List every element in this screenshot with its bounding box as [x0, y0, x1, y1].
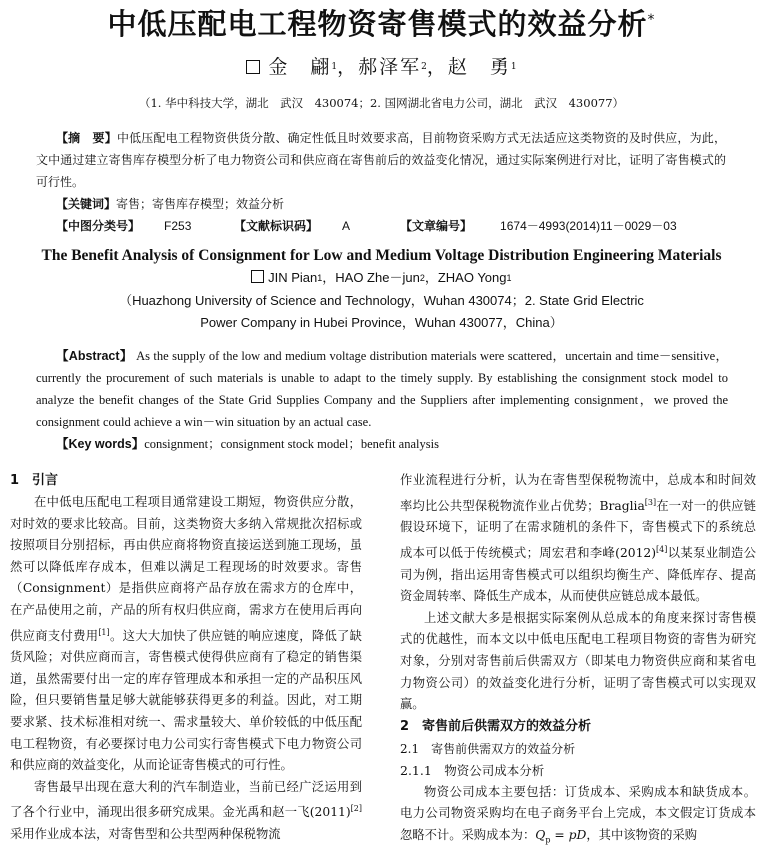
subsection-heading-2-1: 2.1 寄售前供需双方的效益分析	[400, 741, 576, 756]
clc-value: F253	[164, 219, 192, 233]
r1-text: 作业流程进行分析，认为在寄售型保税物流中，总成本和时间效率均比公共型保税物流作业占优势；Braglia	[400, 473, 756, 513]
author-2-sup: 2	[421, 62, 427, 72]
abstract-cn	[36, 127, 726, 193]
subsubsection-heading-2-1-1: 2.1.1 物资公司成本分析	[400, 762, 545, 778]
citation-ref: [2]	[350, 804, 362, 814]
author-1-en: JIN Pian	[268, 270, 318, 285]
formula-sub: p	[545, 835, 551, 845]
abstract-cn-text: 中低压配电工程物资供货分散、确定性低且时效要求高，目前物资采购方式无法适应这类物资的及时供应，为此，文中通过建立寄售库存模型分析了电力物资公司和供应商在寄售前后的效益变化情况，通过实际案例进行对比，证明了寄售模式的可行性。	[36, 131, 726, 189]
abstract-cn-label: 【摘 要】	[56, 131, 117, 145]
checkbox-icon	[246, 60, 260, 74]
author-2-en-sup: 2	[419, 273, 425, 283]
p2-tail-text: 采用作业成本法，对寄售型和公共型两种保税物流	[10, 827, 281, 842]
section-heading-intro: 1 引言	[10, 473, 59, 488]
article-meta	[36, 215, 726, 237]
keywords-en-text: consignment；consignment stock model；benefit analysis	[144, 437, 439, 451]
author-3-en: ，ZHAO Yong	[424, 270, 507, 285]
paragraph-intro-2-cont	[400, 470, 756, 608]
author-3-cn: ，赵 勇	[426, 56, 511, 78]
author-2-en: ，HAO Zhe－jun	[322, 270, 420, 285]
author-3-en-sup: 1	[506, 273, 512, 283]
p1-text: 在中低电压配电工程项目通常建设工期短，物资供应分散，对时效的要求比较高。目前，这类物资大多纳入常规批次招标或按照项目分别招标，再由供应商将物资直接运送到施工现场，虽然可以降低库存成本，但难以满足工程现场的时效要求。寄售（Consignment）是指供应商将产品存放在需求方的仓库中，在产品使用之前，产品的所有权归供应商，需求方在使用后再向供应商支付费用	[10, 495, 362, 643]
doc-code-label: 【文献标识码】	[234, 219, 319, 233]
paper-title-en: The Benefit Analysis of Consignment for Low and Medium Voltage Distribution Engineering Materials	[41, 247, 722, 264]
section-heading-benefit: 2 寄售前后供需双方的效益分析	[400, 718, 592, 734]
affiliation-en	[0, 290, 763, 334]
paragraph-intro-3: 上述文献大多是根据实际案例从总成本的角度来探讨寄售模式的优越性，而本文以中低电压配电工程项目物资的寄售为研究对象，分别对寄售前后供需双方（即某电力物资供应商和某省电力物资公司）的效益变化进行分析，证明了寄售模式可以实现双赢。	[400, 610, 756, 712]
author-1-cn: 金 翩	[268, 56, 332, 78]
r1-mid-text: 在一对一的供应链假设环境下，证明了在需求随机的条件下，寄售模式下的系统总成本可以低于传统模式；周宏君和李峰(2012)	[400, 498, 756, 560]
p2-text: 寄售最早出现在意大利的汽车制造业，当前已经广泛运用到了各个行业中，涌现出很多研究成果。金光禹和赵一飞(2011)	[10, 779, 362, 820]
keywords-cn-label: 【关键词】	[56, 197, 117, 211]
title-footnote-mark: *	[647, 12, 656, 28]
author-2-cn: ，郝泽军	[337, 56, 422, 78]
formula-var: Q	[535, 827, 546, 842]
doc-code-value: A	[342, 219, 351, 233]
formula-rhs: = pD	[550, 827, 587, 842]
p1-tail-text: 。这大大加快了供应链的响应速度，降低了缺货风险；对供应商而言，寄售模式使得供应商有了稳定的销售渠道，虽然需要付出一定的库存管理成本和承担一定的产品积压风险，但只要销售量足够大就能够获得更多的利益。因此，对工期要求紧、技术标准相对统一、需求量较大、单价较低的中低压配电工程物资，有必要探讨电力公司实行寄售模式下电力物资公司和供应商的效益变化，从而论证寄售模式的可行性。	[10, 628, 362, 773]
r3-text: 物资公司成本主要包括：订货成本、采购成本和缺货成本。电力公司物资采购均在电子商务平台上完成，本文假定订货成本忽略不计。采购成本为：	[400, 784, 756, 842]
abstract-cn-block	[36, 127, 726, 237]
checkbox-icon	[251, 270, 264, 283]
authors-cn	[0, 55, 763, 79]
keywords-cn	[36, 193, 726, 215]
abstract-en-text: As the supply of the low and medium voltage distribution materials were scattered，uncertain and time－sensitive，currently the procurement of such materials is unable to adapt to the timely supply. By establishing the consignment stock model to analyze the benefit changes of the State Grid Supplies Company and the Suppliers after implementing consignment，we proved the consignment could achieve a win－win situation by an actual case.	[36, 349, 728, 429]
author-1-sup: 1	[331, 62, 338, 72]
paragraph-intro-2	[10, 777, 362, 846]
paper-title-cn	[0, 6, 763, 42]
affiliation-en-line-1: （Huazhong University of Science and Technology，Wuhan 430074；2. State Grid Electric	[119, 293, 644, 308]
keywords-cn-text: 寄售；寄售库存模型；效益分析	[116, 197, 285, 211]
affiliation-cn: （1. 华中科技大学，湖北 武汉 430074；2. 国网湖北省电力公司，湖北 武汉 430077）	[138, 96, 625, 110]
article-number-label: 【文章编号】	[400, 219, 473, 233]
paragraph-intro-1	[10, 492, 362, 777]
body-column-left	[10, 470, 362, 846]
citation-ref: [1]	[98, 627, 110, 637]
author-1-en-sup: 1	[317, 273, 323, 283]
author-3-sup: 1	[510, 62, 517, 72]
abstract-en-block	[36, 345, 728, 455]
r1-tail-text: 以某泵业制造公司为例，指出运用寄售模式可以组织均衡生产、降低库存、提高资金周转率、降低生产成本，从而使供应链总成本最低。	[400, 545, 756, 604]
body-column-right	[400, 470, 756, 851]
paragraph-cost-analysis	[400, 782, 756, 851]
r3-tail-text: ，其中该物资的采购	[586, 827, 698, 842]
citation-ref: [4]	[656, 544, 668, 554]
abstract-en-label: 【Abstract】	[56, 349, 133, 363]
abstract-en	[36, 345, 728, 433]
keywords-en-label: 【Key words】	[56, 437, 145, 451]
authors-en	[0, 268, 763, 288]
clc-label: 【中图分类号】	[56, 219, 141, 233]
article-number-value: 1674－4993(2014)11－0029－03	[500, 219, 677, 233]
title-cn-text: 中低压配电工程物资寄售模式的效益分析	[107, 7, 648, 41]
affiliation-en-line-2: Power Company in Hubei Province，Wuhan 430077，China）	[200, 315, 563, 330]
citation-ref: [3]	[644, 497, 657, 507]
keywords-en	[36, 433, 728, 455]
